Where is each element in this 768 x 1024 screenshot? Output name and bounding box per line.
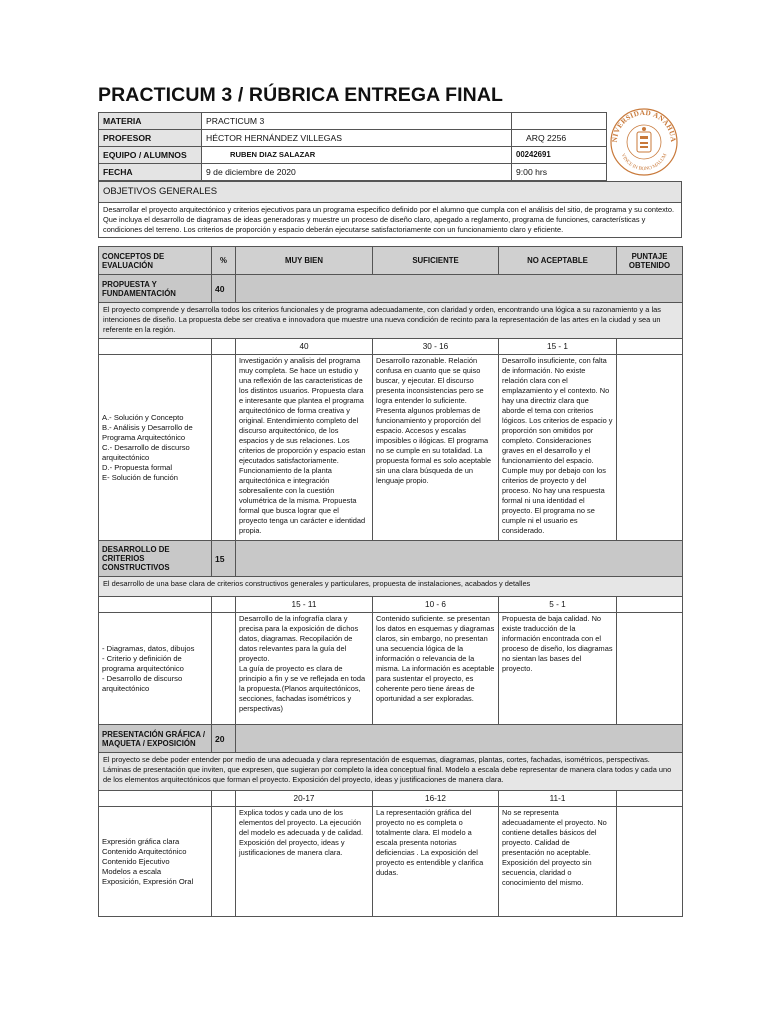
score-muy-bien: 20-17: [236, 791, 373, 807]
arq-code: ARQ 2256: [512, 130, 607, 147]
no-aceptable-text: Desarrollo insuficiente, con falta de información. No existe relación clara con el emplazamiento y el contexto. No hay una directriz clara que aborde el tema con criterios lógicos. Los criterios de espacio y proporción son omitidos por completo. Consideraciones graves en el desarrollo y el funcionamiento del espacio. Cumple muy por debajo con los criterios de proyecto y del proceso. No hay una respuesta formal ni una identidad el proyecto. El programa no se cumple ni el usuario es considerado.: [499, 355, 617, 541]
profesor-row: [99, 130, 607, 147]
section-description-row: [99, 753, 683, 791]
materia-label: MATERIA: [99, 113, 202, 130]
col-muy-bien: MUY BIEN: [236, 247, 373, 275]
score-no-aceptable: 5 - 1: [499, 597, 617, 613]
equipo-label: EQUIPO / ALUMNOS: [99, 147, 202, 164]
muy-bien-text: Explica todos y cada uno de los elementos del proyecto. La ejecución del modelo es adecuada y de calidad. Exposición del proyecto, ideas y justificaciones de manera clara.: [236, 807, 373, 917]
equipo-row: [99, 147, 607, 164]
suficiente-text: La representación gráfica del proyecto no es completa o totalmente clara. El modelo a escala presenta notorias deficiencias . La exposición del proyecto es entendible y clarifica dudas.: [373, 807, 499, 917]
no-aceptable-text: Propuesta de baja calidad. No existe traducción de la información encontrada con el proceso de diseño, los diagramas no sientan las bases del proyecto.: [499, 613, 617, 725]
page-title: PRACTICUM 3 / RÚBRICA ENTREGA FINAL: [98, 84, 504, 106]
objectives-table: [98, 181, 682, 238]
section-header-row: [99, 541, 683, 577]
col-suficiente: SUFICIENTE: [373, 247, 499, 275]
section-pct: 40: [212, 275, 236, 303]
score-suficiente: 10 - 6: [373, 597, 499, 613]
objectives-heading: OBJETIVOS GENERALES: [99, 182, 682, 203]
no-aceptable-text: No se representa adecuadamente el proyecto. No contiene detalles básicos del proyecto. Calidad de presentación no aceptable. Exposición del proyecto sin secuencia, claridad o conocimiento del mismo.: [499, 807, 617, 917]
profesor-label: PROFESOR: [99, 130, 202, 147]
section-title: PROPUESTA Y FUNDAMENTACIÓN: [99, 275, 212, 303]
section-description: El proyecto comprende y desarrolla todos los criterios funcionales y de programa adecuadamente, con claridad y orden, encontrando una lógica a su razonamiento y a las intenciones de diseño. La propuesta debe ser creativa e innovadora que muestre una nueva condición de recinto para la representación de las artes en la ciudad y sea un referente en la región.: [99, 303, 683, 339]
suficiente-text: Contenido suficiente. se presentan los datos en esquemas y diagramas claros, sin embargo, no presentan una secuencia lógica de la información o relevancia de la misma. La información es aceptable para sustentar el proyecto, es coherente pero tiene áreas de oportunidad a ser exploradas.: [373, 613, 499, 725]
col-no-aceptable: NO ACEPTABLE: [499, 247, 617, 275]
section-pct: 15: [212, 541, 236, 577]
materia-row: [99, 113, 607, 130]
score-suficiente: 16-12: [373, 791, 499, 807]
equipo-id: 00242691: [512, 147, 607, 164]
score-no-aceptable: 11-1: [499, 791, 617, 807]
col-conceptos: CONCEPTOS DE EVALUACIÓN: [99, 247, 212, 275]
university-seal-logo: [608, 106, 680, 178]
section-description: El desarrollo de una base clara de criterios constructivos generales y particulares, propuesta de instalaciones, acabados y detalles: [99, 577, 683, 597]
fecha-row: [99, 164, 607, 181]
section-header-row: [99, 275, 683, 303]
col-pct: %: [212, 247, 236, 275]
score-no-aceptable: 15 - 1: [499, 339, 617, 355]
equipo-value: RUBEN DIAZ SALAZAR: [202, 147, 512, 164]
header-info-table: [98, 112, 607, 181]
section-title: DESARROLLO DE CRITERIOS CONSTRUCTIVOS: [99, 541, 212, 577]
seal-bottom-text: VINCE IN BONO MALUM: [619, 153, 669, 173]
criteria-row: [99, 355, 683, 541]
seal-emblem-icon: [637, 127, 651, 152]
muy-bien-text: Investigación y analisis del programa muy completa. Se hace un estudio y una reflexión de las caracteristicas de los distintos usuarios. Propuesta clara e interesante que plantea el programa arquitectónico de forma creativa y original. Entendimiento completo del discurso arquitectónico, de los espacios y de sus relaciones. Los criterios de proporción y espacio estan ejecutados satisfactoriamente. Funcionamiento de la planta arquitectónica e integración sobresaliente con la cuestión volumétrica de la misma. Propuesta formal que busca lograr que el proyecto tenga un carácter e identidad propia.: [236, 355, 373, 541]
score-suficiente: 30 - 16: [373, 339, 499, 355]
fecha-value: 9 de diciembre de 2020: [202, 164, 512, 181]
puntaje-cell[interactable]: [617, 355, 683, 541]
score-range-row: [99, 597, 683, 613]
section-description-row: [99, 577, 683, 597]
col-puntaje: PUNTAJE OBTENIDO: [617, 247, 683, 275]
muy-bien-text: Desarrollo de la infografía clara y precisa para la exposición de dichos datos, diagramas. Recopilación de datos relevantes para la guía del proyecto. La guía de proyecto es clara de principio a fin y se ve reflejada en toda la propuesta.(Planos arquitectónicos, secciones, fachadas isométricos y perspectivas): [236, 613, 373, 725]
section-header-row: [99, 725, 683, 753]
score-range-row: [99, 339, 683, 355]
objectives-text: Desarrollar el proyecto arquitectónico y criterios ejecutivos para un programa especifico definido por el alumno que cumpla con el análisis del sitio, de programa y su contexto. Que incluya el desarrollo de diagramas de ideas generadoras y muestre un proceso de diseño claro, apegado a reglamento, programa de funciones, características y condiciones del terreno. Los criterios de proporción y espacio deberán ejecutarse satisfactoriamente con un funcionamiento claro y eficiente.: [99, 203, 682, 238]
section-description: El proyecto se debe poder entender por medio de una adecuada y clara representación de esquemas, diagramas, plantas, cortes, fachadas, isométricos, perspectivas. Láminas de presentación que inviten, que expresen, que sugieran por completo la idea conceptual final. Modelo a escala debe representar de manera clara todos y cada uno de los elementos arquitectónicos que forman el proyecto. Exposición del proyecto, ideas y justificaciones de manera clara.: [99, 753, 683, 791]
svg-text:VINCE IN BONO MALUM: [620, 153, 669, 172]
criteria-list: A.- Solución y Concepto B.- Análisis y Desarrollo de Programa Arquitectónico C.- Desarrollo de discurso arquitectónico D.- Propuesta formal E- Solución de función: [99, 355, 212, 541]
seal-top-text: NIVERSIDAD ANÁHUA: [610, 108, 678, 143]
rubric-table: [98, 246, 683, 917]
profesor-value: HÉCTOR HERNÁNDEZ VILLEGAS: [202, 130, 512, 147]
criteria-list: - Diagramas, datos, dibujos - Criterio y definición de programa arquitectónico - Desarrollo de discurso arquitectónico: [99, 613, 212, 725]
materia-value: PRACTICUM 3: [202, 113, 512, 130]
section-description-row: [99, 303, 683, 339]
criteria-list: Expresión gráfica clara Contenido Arquitectónico Contenido Ejecutivo Modelos a escala Exposición, Expresión Oral: [99, 807, 212, 917]
score-range-row: [99, 791, 683, 807]
rubric-header-row: [99, 247, 683, 275]
puntaje-cell[interactable]: [617, 613, 683, 725]
criteria-row: [99, 613, 683, 725]
materia-blank: [512, 113, 607, 130]
puntaje-cell[interactable]: [617, 807, 683, 917]
section-title: PRESENTACIÓN GRÁFICA / MAQUETA / EXPOSICIÓN: [99, 725, 212, 753]
fecha-label: FECHA: [99, 164, 202, 181]
score-muy-bien: 40: [236, 339, 373, 355]
suficiente-text: Desarrollo razonable. Relación confusa en cuanto que se quiso buscar, y ejecutar. El discurso presenta inconsistencias pero se logra entender lo suficiente. Presenta algunos problemas de funcionamiento y proporción del espacio. Accesos y escalas imposibles o ilógicas. El programa no se cumple en su totalidad. La propuesta formal es solo aceptable sin una clara búsqueda de un lenguaje propio.: [373, 355, 499, 541]
fecha-time: 9:00 hrs: [512, 164, 607, 181]
score-muy-bien: 15 - 11: [236, 597, 373, 613]
criteria-row: [99, 807, 683, 917]
section-pct: 20: [212, 725, 236, 753]
